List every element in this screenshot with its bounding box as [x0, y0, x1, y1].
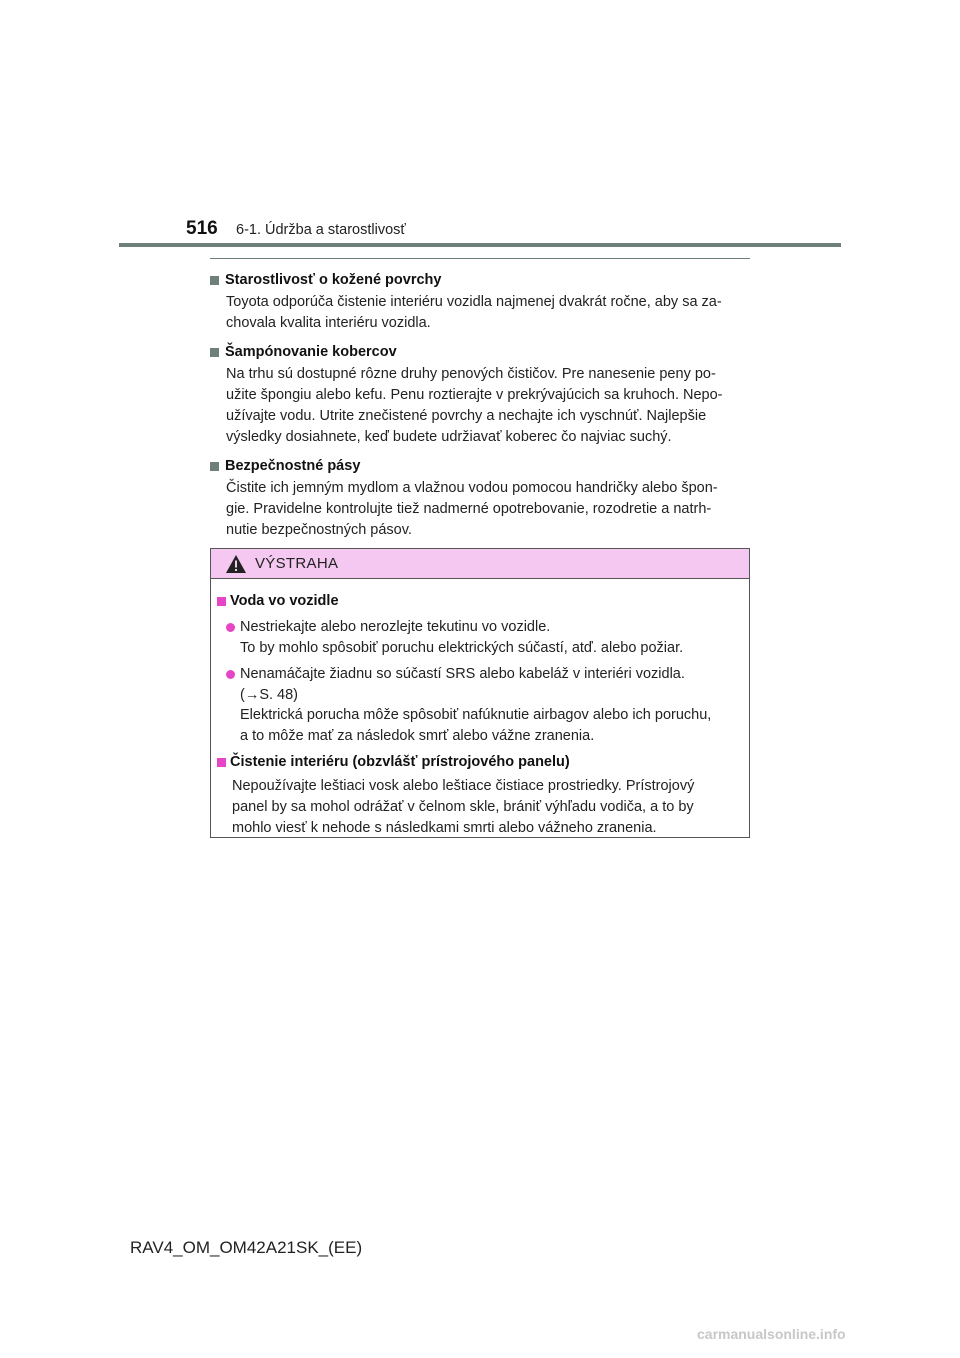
warning-paragraph: [217, 776, 743, 839]
section-heading: [210, 342, 750, 362]
text-line: gie. Pravidelne kontrolujte tiež nadmerné opotrebovanie, rozodretie a natrh-: [226, 501, 712, 517]
square-bullet-icon: [210, 462, 219, 471]
warning-box: [210, 548, 750, 838]
text-line: užívajte vodu. Utrite znečistené povrchy a nechajte ich vyschnúť. Najlepšie: [226, 408, 707, 424]
section-divider: [210, 258, 750, 259]
text-line: Čistite ich jemným mydlom a vlažnou vodou pomocou handričky alebo špon-: [226, 480, 718, 496]
warning-triangle-icon: [225, 554, 247, 574]
text-line: To by mohlo spôsobiť poruchu elektrických súčastí, atď. alebo požiar.: [240, 639, 684, 656]
square-bullet-icon: [210, 348, 219, 357]
section-seat-belts: [210, 456, 750, 541]
page-reference-link[interactable]: (→S. 48): [240, 686, 299, 703]
text-line: Nepoužívajte leštiaci vosk alebo leštiace čistiace prostriedky. Prístrojový: [232, 778, 695, 794]
warning-block-heading: [217, 752, 743, 772]
text-line: výsledky dosiahnete, keď budete udržiavať koberec čo najviac suchý.: [226, 429, 672, 445]
section-title: Šampónovanie kobercov: [225, 344, 397, 360]
page-number: 516: [186, 218, 218, 239]
section-body: [210, 364, 750, 448]
section-heading: [210, 270, 750, 290]
section-leather-care: [210, 270, 750, 334]
text-line: panel by sa mohol odrážať v čelnom skle, brániť výhľadu vodiča, a to by: [232, 799, 694, 815]
text-line: Nestriekajte alebo nerozlejte tekutinu vo vozidle.: [240, 619, 551, 635]
section-body: [210, 478, 750, 541]
circle-bullet-icon: [226, 670, 235, 679]
bullet-text: [240, 664, 743, 746]
warning-body: [211, 579, 749, 839]
warning-block-interior-cleaning: [217, 752, 743, 839]
warning-header: [211, 549, 749, 579]
warning-block-heading: [217, 591, 743, 611]
chapter-title: 6-1. Údržba a starostlivosť: [236, 222, 406, 238]
warning-bullet: [217, 664, 743, 746]
square-bullet-icon: [217, 597, 226, 606]
main-content: [210, 270, 750, 549]
circle-bullet-icon: [226, 623, 235, 632]
warning-title: VÝSTRAHA: [255, 555, 339, 572]
text-line: nutie bezpečnostných pásov.: [226, 522, 412, 538]
warning-block-title: Voda vo vozidle: [230, 593, 339, 609]
text-line: Toyota odporúča čistenie interiéru vozidla najmenej dvakrát ročne, aby sa za-: [226, 294, 722, 310]
section-body: [210, 292, 750, 334]
text-line: mohlo viesť k nehode s následkami smrti alebo vážneho zranenia.: [232, 820, 657, 836]
section-title: Starostlivosť o kožené povrchy: [225, 272, 442, 288]
text-line: užite špongiu alebo kefu. Penu roztierajte v prekrývajúcich sa kruhoch. Nepo-: [226, 387, 723, 403]
warning-block-title: Čistenie interiéru (obzvlášť prístrojového panelu): [230, 754, 570, 770]
square-bullet-icon: [217, 758, 226, 767]
warning-block-water: [217, 591, 743, 746]
text-line: Na trhu sú dostupné rôzne druhy penových čističov. Pre nanesenie peny po-: [226, 366, 716, 382]
bullet-text: [240, 617, 743, 658]
text-line: Nenamáčajte žiadnu so súčastí SRS alebo kabeláž v interiéri vozidla.: [240, 666, 685, 682]
header-rule: [119, 243, 841, 247]
section-carpet-shampoo: [210, 342, 750, 448]
square-bullet-icon: [210, 276, 219, 285]
document-code: RAV4_OM_OM42A21SK_(EE): [130, 1238, 363, 1257]
watermark: carmanualsonline.info: [697, 1326, 846, 1342]
text-line: Elektrická porucha môže spôsobiť nafúknutie airbagov alebo ich poruchu,: [240, 707, 712, 723]
section-title: Bezpečnostné pásy: [225, 458, 361, 474]
warning-bullet: [217, 617, 743, 658]
text-line: chovala kvalita interiéru vozidla.: [226, 315, 431, 331]
text-line: a to môže mať za následok smrť alebo vážne zranenia.: [240, 727, 595, 744]
section-heading: [210, 456, 750, 476]
